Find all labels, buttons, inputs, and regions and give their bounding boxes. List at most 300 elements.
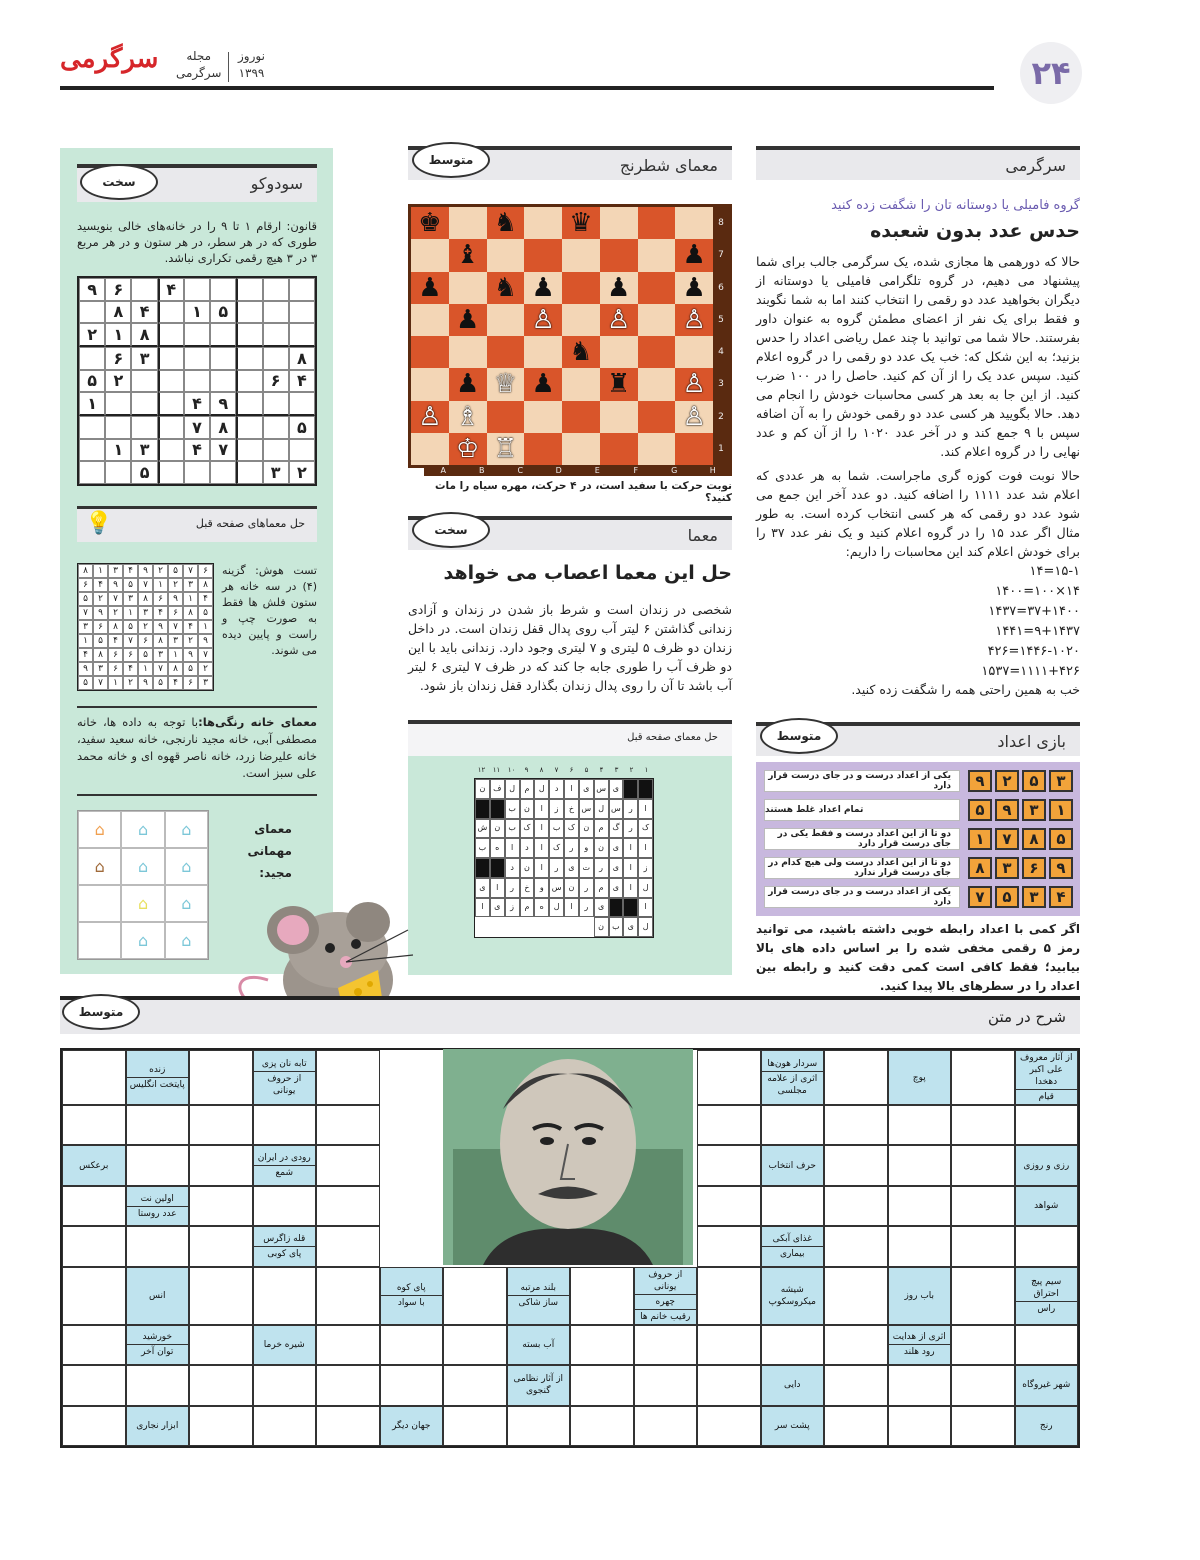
chess-piece-square[interactable]: ♟ <box>449 304 487 336</box>
crossword-clue <box>761 1406 825 1446</box>
sudoku-cell[interactable]: ۱ <box>79 392 105 416</box>
crossword-cell[interactable] <box>62 1226 126 1266</box>
clue-text: عدد روستا <box>127 1206 189 1221</box>
sudoku-cell[interactable] <box>158 347 184 370</box>
sudoku-cell[interactable]: ۵ <box>131 461 157 484</box>
sudoku-cell[interactable] <box>158 439 184 462</box>
crossword-cell[interactable] <box>697 1365 761 1405</box>
chess-piece-square[interactable]: ♛ <box>562 207 600 239</box>
crossword-cell[interactable] <box>316 1186 380 1226</box>
mini-cell: ر <box>623 799 638 819</box>
chess-piece-square[interactable]: ♟ <box>524 272 562 304</box>
chess-piece-square[interactable]: ♕ <box>487 368 525 400</box>
crossword-cell[interactable] <box>126 1105 190 1145</box>
crossword-cell[interactable] <box>761 1325 825 1365</box>
crossword-cell[interactable] <box>570 1365 634 1405</box>
sudoku-cell[interactable]: ۲ <box>105 370 131 393</box>
chess-square[interactable] <box>524 207 562 239</box>
chess-square[interactable] <box>449 336 487 368</box>
chess-square[interactable] <box>638 336 676 368</box>
sudoku-cell[interactable] <box>289 439 315 462</box>
chess-square[interactable] <box>562 401 600 433</box>
crossword-cell[interactable] <box>253 1105 317 1145</box>
sudoku-cell[interactable]: ۵ <box>210 301 236 324</box>
crossword-cell[interactable] <box>888 1186 952 1226</box>
mini-cell: ی <box>490 898 505 918</box>
sudoku-cell[interactable] <box>105 392 131 416</box>
chess-square[interactable] <box>562 368 600 400</box>
sudoku-cell[interactable]: ۳ <box>263 461 289 484</box>
crossword-cell[interactable] <box>697 1406 761 1446</box>
crossword-cell[interactable] <box>761 1186 825 1226</box>
chess-piece-square[interactable]: ♟ <box>675 272 713 304</box>
sudoku-cell[interactable]: ۲ <box>289 461 315 484</box>
chess-piece-square[interactable]: ♔ <box>449 433 487 465</box>
file-label: C <box>517 466 524 475</box>
chess-square[interactable] <box>600 336 638 368</box>
chess-square[interactable] <box>600 433 638 465</box>
crossword-cell[interactable] <box>62 1267 126 1325</box>
crossword-cell[interactable] <box>316 1105 380 1145</box>
chess-piece-square[interactable]: ♟ <box>524 368 562 400</box>
chess-piece-square[interactable]: ♟ <box>675 239 713 271</box>
sudoku-cell[interactable]: ۶ <box>105 278 131 301</box>
sudoku-cell[interactable] <box>236 416 262 439</box>
crossword-cell[interactable] <box>1015 1325 1079 1365</box>
solution-cell: ۱ <box>123 606 138 620</box>
chess-square[interactable] <box>524 239 562 271</box>
chess-piece-square[interactable]: ♙ <box>675 401 713 433</box>
chess-square[interactable] <box>562 433 600 465</box>
chess-square[interactable] <box>675 336 713 368</box>
crossword-cell[interactable] <box>697 1226 761 1266</box>
house-icon: ⌂ <box>78 848 121 885</box>
sudoku-cell[interactable]: ۷ <box>210 439 236 462</box>
sudoku-cell[interactable]: ۴ <box>158 278 184 301</box>
sudoku-cell[interactable] <box>263 347 289 370</box>
crossword-cell[interactable] <box>824 1267 888 1325</box>
sudoku-cell[interactable] <box>158 301 184 324</box>
sudoku-cell[interactable] <box>79 347 105 370</box>
sudoku-grid[interactable] <box>77 276 317 486</box>
sudoku-cell[interactable] <box>210 323 236 347</box>
solution-cell: ۶ <box>168 606 183 620</box>
crossword-cell[interactable] <box>443 1406 507 1446</box>
sudoku-cell[interactable]: ۸ <box>131 323 157 347</box>
clue-text: حرف انتخاب <box>768 1160 816 1171</box>
crossword-cell[interactable] <box>951 1145 1015 1185</box>
solution-cell: ۶ <box>93 620 108 634</box>
crossword-cell[interactable] <box>189 1050 253 1105</box>
sudoku-cell[interactable] <box>263 278 289 301</box>
chess-square[interactable] <box>411 239 449 271</box>
crossword-cell[interactable] <box>507 1406 571 1446</box>
crossword-cell[interactable] <box>316 1050 380 1105</box>
chess-square[interactable] <box>562 239 600 271</box>
crossword-clue <box>1015 1267 1079 1325</box>
crossword-cell[interactable] <box>697 1105 761 1145</box>
sudoku-cell[interactable] <box>158 323 184 347</box>
sudoku-cell[interactable] <box>236 278 262 301</box>
clue-text: شهر غیروگاه <box>1022 1380 1071 1391</box>
chess-square[interactable] <box>524 433 562 465</box>
crossword-cell[interactable] <box>126 1145 190 1185</box>
crossword-cell[interactable] <box>951 1226 1015 1266</box>
chess-square[interactable] <box>411 304 449 336</box>
sudoku-cell[interactable] <box>131 278 157 301</box>
issue-line-1: نوروز <box>238 49 265 63</box>
crossword-cell[interactable] <box>189 1226 253 1266</box>
sudoku-cell[interactable] <box>289 323 315 347</box>
crossword-cell[interactable] <box>634 1325 698 1365</box>
solution-cell: ۲ <box>153 564 168 578</box>
crossword-cell[interactable] <box>253 1406 317 1446</box>
chess-piece-square[interactable]: ♞ <box>562 336 600 368</box>
sudoku-cell[interactable] <box>184 461 210 484</box>
sudoku-cell[interactable]: ۳ <box>131 347 157 370</box>
crossword-cell[interactable] <box>888 1226 952 1266</box>
crossword-cell[interactable] <box>951 1186 1015 1226</box>
crossword-cell[interactable] <box>126 1226 190 1266</box>
mini-block <box>475 799 490 819</box>
chess-square[interactable] <box>600 207 638 239</box>
crossword-clue <box>126 1267 190 1325</box>
chess-square[interactable] <box>487 239 525 271</box>
chess-square[interactable] <box>562 272 600 304</box>
crossword-cell[interactable] <box>253 1267 317 1325</box>
crossword-cell[interactable] <box>951 1050 1015 1105</box>
chess-square[interactable] <box>600 401 638 433</box>
chess-caption: نوبت حرکت با سفید است، در ۴ حرکت، مهره سیاه را مات کنید؟ <box>435 480 732 504</box>
chess-piece-square[interactable]: ♟ <box>411 272 449 304</box>
crossword-clue <box>126 1325 190 1365</box>
chess-piece-square[interactable]: ♖ <box>487 433 525 465</box>
sudoku-cell[interactable] <box>210 347 236 370</box>
number-digit: ۲ <box>995 770 1019 792</box>
sudoku-cell[interactable]: ۹ <box>210 392 236 416</box>
sudoku-cell[interactable]: ۱ <box>105 439 131 462</box>
chess-file-labels <box>424 466 732 476</box>
crossword-cell[interactable] <box>189 1365 253 1405</box>
crossword-cell[interactable] <box>951 1325 1015 1365</box>
clue-text: شمع <box>254 1165 316 1180</box>
chess-square[interactable] <box>524 401 562 433</box>
crossword-cell[interactable] <box>824 1145 888 1185</box>
sudoku-cell[interactable]: ۳ <box>131 439 157 462</box>
crossword-cell[interactable] <box>888 1365 952 1405</box>
crossword-cell[interactable] <box>316 1406 380 1446</box>
sudoku-cell[interactable] <box>263 416 289 439</box>
mini-block <box>490 799 505 819</box>
sudoku-cell[interactable] <box>263 301 289 324</box>
crossword-cell[interactable] <box>189 1406 253 1446</box>
house-icon: ⌂ <box>121 922 164 959</box>
solution-cell: ۴ <box>123 662 138 676</box>
sudoku-cell[interactable]: ۴ <box>184 392 210 416</box>
crossword-cell[interactable] <box>951 1105 1015 1145</box>
sudoku-cell[interactable] <box>131 416 157 439</box>
crossword-cell[interactable] <box>253 1186 317 1226</box>
sudoku-cell[interactable] <box>263 323 289 347</box>
sudoku-cell[interactable] <box>158 461 184 484</box>
crossword-cell[interactable] <box>697 1050 761 1105</box>
brand-logo: سرگرمی <box>60 44 159 74</box>
crossword-cell[interactable] <box>380 1365 444 1405</box>
crossword-cell[interactable] <box>824 1105 888 1145</box>
chess-piece-square[interactable]: ♙ <box>411 401 449 433</box>
clue-text: اثری از هدایت <box>892 1332 946 1343</box>
chess-square[interactable] <box>411 433 449 465</box>
chess-piece-square[interactable]: ♟ <box>600 272 638 304</box>
crossword-cell[interactable] <box>634 1365 698 1405</box>
sudoku-cell[interactable]: ۵ <box>289 416 315 439</box>
solution-cell: ۹ <box>153 620 168 634</box>
crossword-cell[interactable] <box>316 1325 380 1365</box>
sudoku-cell[interactable]: ۴ <box>131 301 157 324</box>
col-number: ۴ <box>599 766 604 774</box>
chess-square[interactable] <box>487 401 525 433</box>
chess-square[interactable] <box>411 368 449 400</box>
crossword-cell[interactable] <box>189 1325 253 1365</box>
crossword-cell[interactable] <box>443 1325 507 1365</box>
sudoku-cell[interactable] <box>289 278 315 301</box>
crossword-cell[interactable] <box>443 1267 507 1325</box>
solution-cell: ۶ <box>108 648 123 662</box>
clue-text: پای کوه <box>396 1283 426 1294</box>
prev-sudoku-solution <box>77 563 214 691</box>
sudoku-cell[interactable]: ۸ <box>210 416 236 439</box>
sudoku-cell[interactable]: ۴ <box>184 439 210 462</box>
crossword-cell[interactable] <box>316 1365 380 1405</box>
mini-block <box>623 779 638 799</box>
crossword-cell[interactable] <box>824 1365 888 1405</box>
chess-piece-square[interactable]: ♚ <box>411 207 449 239</box>
sudoku-cell[interactable] <box>236 461 262 484</box>
crossword-cell[interactable] <box>697 1267 761 1325</box>
crossword-cell[interactable] <box>697 1325 761 1365</box>
chess-piece-square[interactable]: ♗ <box>449 401 487 433</box>
mini-cell: ا <box>534 838 549 858</box>
crossword-cell[interactable] <box>189 1145 253 1185</box>
sudoku-cell[interactable] <box>236 439 262 462</box>
sudoku-cell[interactable] <box>184 370 210 393</box>
col-number: ۹ <box>524 766 529 774</box>
sudoku-cell[interactable]: ۲ <box>79 323 105 347</box>
crossword-cell[interactable] <box>951 1267 1015 1325</box>
number-digit: ۱ <box>968 828 992 850</box>
numbers-panel <box>756 762 1080 916</box>
sudoku-cell[interactable]: ۶ <box>263 370 289 393</box>
sudoku-cell[interactable]: ۸ <box>105 301 131 324</box>
crossword-cell[interactable] <box>189 1186 253 1226</box>
chess-piece-square[interactable]: ♙ <box>675 304 713 336</box>
page-number: ۲۴ <box>1020 42 1082 104</box>
chess-square[interactable] <box>411 336 449 368</box>
crossword-cell[interactable] <box>570 1325 634 1365</box>
sudoku-cell[interactable] <box>263 392 289 416</box>
chess-square[interactable] <box>675 433 713 465</box>
chess-board <box>408 204 732 468</box>
chess-square[interactable] <box>638 239 676 271</box>
crossword-cell[interactable] <box>62 1050 126 1105</box>
clue-text: ابزار نجاری <box>136 1420 179 1431</box>
crossword-cell[interactable] <box>570 1406 634 1446</box>
sudoku-cell[interactable] <box>105 461 131 484</box>
sudoku-cell[interactable] <box>236 347 262 370</box>
chess-piece-square[interactable]: ♝ <box>449 239 487 271</box>
sudoku-cell[interactable] <box>236 301 262 324</box>
section-bar-prev-solutions <box>77 506 317 542</box>
crossword-cell[interactable] <box>888 1406 952 1446</box>
chess-square[interactable] <box>638 207 676 239</box>
sudoku-cell[interactable] <box>79 461 105 484</box>
clue-text: زنده <box>149 1065 166 1075</box>
sudoku-cell[interactable]: ۴ <box>289 370 315 393</box>
crossword-cell[interactable] <box>62 1325 126 1365</box>
crossword-cell[interactable] <box>1015 1105 1079 1145</box>
crossword-cell[interactable] <box>62 1365 126 1405</box>
sudoku-cell[interactable]: ۱ <box>184 301 210 324</box>
sudoku-cell[interactable] <box>236 370 262 393</box>
chess-piece-square[interactable]: ♞ <box>487 207 525 239</box>
sudoku-cell[interactable]: ۹ <box>79 278 105 301</box>
mini-cell: س <box>549 878 564 898</box>
sudoku-cell[interactable] <box>184 347 210 370</box>
mini-cell: ا <box>623 878 638 898</box>
number-digit: ۹ <box>995 799 1019 821</box>
solution-cell: ۱ <box>78 634 93 648</box>
crossword-cell[interactable] <box>951 1365 1015 1405</box>
chess-piece-square[interactable]: ♙ <box>675 368 713 400</box>
sudoku-cell[interactable] <box>289 392 315 416</box>
issue-line-2: ۱۳۹۹ <box>238 66 265 80</box>
crossword-cell[interactable] <box>316 1145 380 1185</box>
mini-cell: م <box>594 878 609 898</box>
crossword-cell[interactable] <box>380 1325 444 1365</box>
sudoku-cell[interactable] <box>210 278 236 301</box>
sudoku-cell[interactable] <box>158 392 184 416</box>
chess-square[interactable] <box>638 401 676 433</box>
sudoku-cell[interactable] <box>79 301 105 324</box>
crossword-cell[interactable] <box>634 1406 698 1446</box>
chess-piece-square[interactable]: ♜ <box>600 368 638 400</box>
solution-cell: ۴ <box>93 578 108 592</box>
chess-piece-square[interactable]: ♟ <box>449 368 487 400</box>
sudoku-cell[interactable] <box>263 439 289 462</box>
chess-square[interactable] <box>638 433 676 465</box>
solution-cell: ۵ <box>153 676 168 690</box>
sudoku-cell[interactable] <box>210 370 236 393</box>
chess-square[interactable] <box>524 336 562 368</box>
sudoku-cell[interactable]: ۷ <box>184 416 210 439</box>
sudoku-cell[interactable] <box>210 461 236 484</box>
sudoku-cell[interactable] <box>79 416 105 439</box>
crossword-cell[interactable] <box>316 1267 380 1325</box>
crossword-cell[interactable] <box>888 1145 952 1185</box>
crossword-cell[interactable] <box>951 1406 1015 1446</box>
chess-square[interactable] <box>638 304 676 336</box>
sudoku-cell[interactable] <box>184 323 210 347</box>
chess-square[interactable] <box>638 368 676 400</box>
chess-piece-square[interactable]: ♙ <box>524 304 562 336</box>
sudoku-cell[interactable] <box>236 323 262 347</box>
crossword-cell[interactable] <box>570 1267 634 1325</box>
chess-square[interactable] <box>449 272 487 304</box>
crossword-cell[interactable] <box>316 1226 380 1266</box>
crossword-cell[interactable] <box>697 1186 761 1226</box>
sudoku-cell[interactable] <box>184 278 210 301</box>
crossword-cell[interactable] <box>62 1105 126 1145</box>
crossword-cell[interactable] <box>824 1406 888 1446</box>
crossword-cell[interactable] <box>189 1267 253 1325</box>
sudoku-cell[interactable]: ۱ <box>105 323 131 347</box>
mini-cell: ن <box>520 799 535 819</box>
crossword-cell[interactable] <box>824 1325 888 1365</box>
crossword-cell[interactable] <box>443 1365 507 1405</box>
crossword-cell[interactable] <box>253 1365 317 1405</box>
crossword-cell[interactable] <box>1015 1226 1079 1266</box>
sudoku-cell[interactable] <box>131 370 157 393</box>
crossword-cell[interactable] <box>189 1105 253 1145</box>
mini-cell: د <box>520 838 535 858</box>
chess-piece-square[interactable]: ♙ <box>600 304 638 336</box>
sudoku-cell[interactable] <box>158 370 184 393</box>
crossword-clue <box>761 1226 825 1266</box>
mini-cell: ل <box>638 917 653 937</box>
solution-cell: ۴ <box>183 620 198 634</box>
file-label: H <box>709 466 716 475</box>
crossword-cell[interactable] <box>888 1105 952 1145</box>
sudoku-cell[interactable] <box>289 301 315 324</box>
chess-square[interactable] <box>562 304 600 336</box>
col-number: ۷ <box>554 766 559 774</box>
crossword-cell[interactable] <box>824 1186 888 1226</box>
crossword-cell[interactable] <box>62 1406 126 1446</box>
sudoku-cell[interactable]: ۸ <box>289 347 315 370</box>
solution-cell: ۹ <box>138 676 153 690</box>
solution-cell: ۹ <box>78 662 93 676</box>
sudoku-cell[interactable] <box>158 416 184 439</box>
mini-cell: م <box>594 819 609 839</box>
number-digit: ۵ <box>1049 828 1073 850</box>
chess-square[interactable] <box>487 336 525 368</box>
crossword-cell[interactable] <box>126 1365 190 1405</box>
chess-square[interactable] <box>487 304 525 336</box>
mini-cell: س <box>579 799 594 819</box>
chess-square[interactable] <box>449 207 487 239</box>
crossword-cell[interactable] <box>761 1105 825 1145</box>
number-digit: ۵ <box>1022 770 1046 792</box>
sudoku-cell[interactable] <box>79 439 105 462</box>
solution-cell: ۸ <box>108 620 123 634</box>
chess-square[interactable] <box>675 207 713 239</box>
sudoku-cell[interactable] <box>105 416 131 439</box>
sudoku-cell[interactable]: ۶ <box>105 347 131 370</box>
number-digit: ۸ <box>1022 828 1046 850</box>
clue-text: جهان دیگر <box>392 1420 431 1431</box>
crossword-cell[interactable] <box>697 1145 761 1185</box>
chess-piece-square[interactable]: ♞ <box>487 272 525 304</box>
crossword-cell[interactable] <box>62 1186 126 1226</box>
mini-cell: ن <box>579 819 594 839</box>
chess-square[interactable] <box>638 272 676 304</box>
sudoku-cell[interactable] <box>236 392 262 416</box>
chess-square[interactable] <box>600 239 638 271</box>
crossword-cell[interactable] <box>824 1050 888 1105</box>
crossword-cell[interactable] <box>824 1226 888 1266</box>
sudoku-cell[interactable]: ۵ <box>79 370 105 393</box>
sudoku-cell[interactable] <box>131 392 157 416</box>
